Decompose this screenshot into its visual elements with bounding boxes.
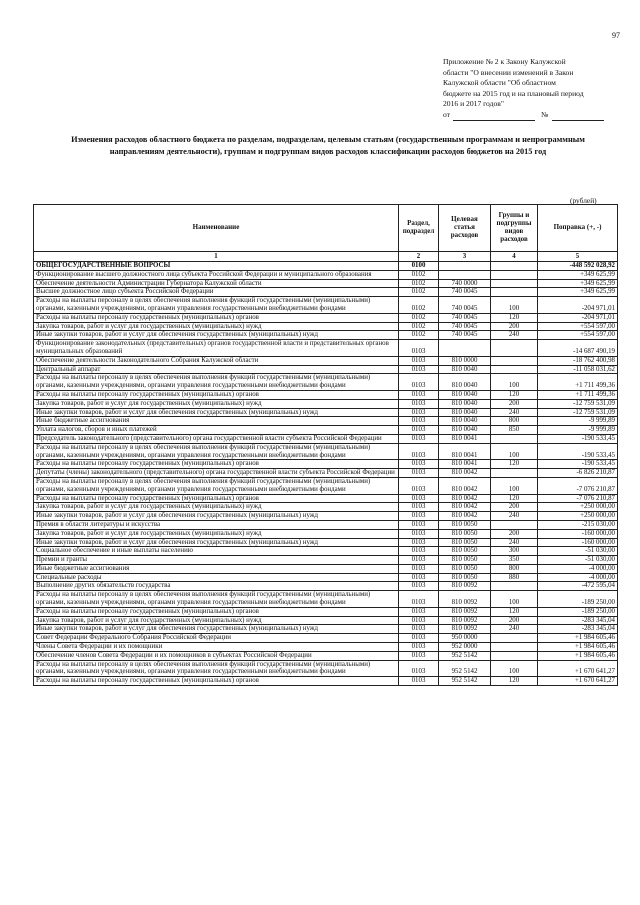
row-group	[491, 651, 538, 660]
row-group: 850	[491, 426, 538, 435]
row-amount: +1 670 641,27	[538, 660, 618, 677]
row-amount: +1 984 605,46	[538, 634, 618, 643]
row-section: 0103	[399, 503, 439, 512]
row-section: 0103	[399, 573, 439, 582]
column-number: 4	[491, 252, 538, 262]
table-row	[34, 390, 618, 399]
row-target: 952 5142	[439, 651, 491, 660]
header-target: Целевая статья расходов	[439, 205, 491, 252]
row-amount: -204 971,01	[538, 297, 618, 314]
row-section: 0102	[399, 288, 439, 297]
row-amount: -215 030,00	[538, 520, 618, 529]
row-section: 0103	[399, 356, 439, 365]
table-row	[34, 469, 618, 478]
row-section: 0103	[399, 434, 439, 443]
table-row	[34, 529, 618, 538]
row-target: 810 0040	[439, 399, 491, 408]
row-section: 0103	[399, 443, 439, 460]
table-row	[34, 677, 618, 686]
row-section: 0103	[399, 408, 439, 417]
table-row	[34, 634, 618, 643]
table-row	[34, 399, 618, 408]
row-target: 952 5142	[439, 677, 491, 686]
row-group: 120	[491, 494, 538, 503]
row-amount: -14 687 490,19	[538, 340, 618, 357]
table-row	[34, 556, 618, 565]
row-name: Иные бюджетные ассигнования	[34, 417, 399, 426]
row-amount: +250 000,00	[538, 512, 618, 521]
row-group	[491, 634, 538, 643]
row-name: Обеспечение деятельности Администрации Губернатора Калужской области	[34, 279, 399, 288]
row-section: 0103	[399, 547, 439, 556]
row-amount: +1 711 499,36	[538, 390, 618, 399]
table-row	[34, 651, 618, 660]
row-section: 0103	[399, 512, 439, 521]
appendix-date-number	[443, 110, 616, 121]
row-amount: +250 000,00	[538, 503, 618, 512]
row-group: 880	[491, 573, 538, 582]
row-group: 100	[491, 297, 538, 314]
row-section: 0103	[399, 426, 439, 435]
table-row	[34, 616, 618, 625]
row-group	[491, 365, 538, 374]
table-row	[34, 547, 618, 556]
row-target: 810 0092	[439, 625, 491, 634]
row-target: 810 0050	[439, 556, 491, 565]
row-group: 240	[491, 331, 538, 340]
row-section: 0103	[399, 477, 439, 494]
document-title: Изменения расходов областного бюджета по разделам, подразделам, целевым статьям (государственным программам и непрограммным направлениям деятельности), группам и подгруппам видов расходов классификации расходов бюджетов на 2015 год	[71, 135, 585, 156]
appendix-line: Калужской области "Об областном	[443, 78, 556, 88]
row-name: Расходы на выплаты персоналу в целях обеспечения выполнения функций государственными (муниципальными) органами, казенными учреждениями, органами управления государственными внебюджетными фондами	[34, 297, 399, 314]
row-name: Иные закупки товаров, работ и услуг для обеспечения государственных (муниципальных) нужд	[34, 408, 399, 417]
header-group: Группы и подгруппы видов расходов	[491, 205, 538, 252]
row-target: 740 0045	[439, 322, 491, 331]
row-group: 100	[491, 660, 538, 677]
date-blank	[453, 112, 535, 121]
row-name: Расходы на выплаты персоналу в целях обеспечения выполнения функций государственными (муниципальными) органами, казенными учреждениями, органами управления государственными внебюджетными фондами	[34, 443, 399, 460]
table-row	[34, 331, 618, 340]
row-target: 810 0092	[439, 616, 491, 625]
row-section: 0103	[399, 417, 439, 426]
table-row	[34, 426, 618, 435]
row-group	[491, 434, 538, 443]
table-row	[34, 262, 618, 271]
row-group: 100	[491, 591, 538, 608]
row-target: 810 0000	[439, 356, 491, 365]
row-name: Расходы на выплаты персоналу в целях обеспечения выполнения функций государственными (муниципальными) органами, казенными учреждениями, органами управления государственными внебюджетными фондами	[34, 660, 399, 677]
row-amount: +1 670 641,27	[538, 677, 618, 686]
row-section: 0103	[399, 625, 439, 634]
row-group: 240	[491, 625, 538, 634]
table-row	[34, 297, 618, 314]
row-amount: -472 595,04	[538, 582, 618, 591]
row-group: 200	[491, 616, 538, 625]
table-row	[34, 322, 618, 331]
row-section: 0102	[399, 331, 439, 340]
row-group: 800	[491, 564, 538, 573]
row-group: 240	[491, 538, 538, 547]
row-group	[491, 270, 538, 279]
row-target	[439, 340, 491, 357]
row-section: 0103	[399, 529, 439, 538]
row-group	[491, 643, 538, 652]
row-amount: -190 533,45	[538, 443, 618, 460]
row-name: Закупка товаров, работ и услуг для государственных (муниципальных) нужд	[34, 529, 399, 538]
row-target: 810 0050	[439, 529, 491, 538]
table-row	[34, 417, 618, 426]
table-row	[34, 660, 618, 677]
row-name: Иные закупки товаров, работ и услуг для обеспечения государственных (муниципальных) нужд	[34, 512, 399, 521]
row-amount: -283 345,04	[538, 616, 618, 625]
table-row	[34, 643, 618, 652]
row-target: 810 0040	[439, 417, 491, 426]
row-target: 740 0045	[439, 288, 491, 297]
table-row	[34, 434, 618, 443]
row-group: 200	[491, 322, 538, 331]
row-target: 810 0042	[439, 469, 491, 478]
row-section: 0103	[399, 374, 439, 391]
table-row	[34, 408, 618, 417]
row-amount: -12 759 531,09	[538, 399, 618, 408]
row-group: 350	[491, 556, 538, 565]
row-amount: -204 971,01	[538, 313, 618, 322]
table-row	[34, 520, 618, 529]
row-target: 810 0042	[439, 477, 491, 494]
row-name: Депутаты (члены) законодательного (представительного) органа государственной власти субъекта Российской Федерации	[34, 469, 399, 478]
row-section: 0103	[399, 556, 439, 565]
row-amount: -283 345,04	[538, 625, 618, 634]
table-row	[34, 365, 618, 374]
row-target: 810 0040	[439, 374, 491, 391]
number-blank	[552, 112, 604, 121]
row-section: 0102	[399, 279, 439, 288]
row-name: Закупка товаров, работ и услуг для государственных (муниципальных) нужд	[34, 399, 399, 408]
appendix-line: Приложение № 2 к Закону Калужской	[443, 57, 566, 66]
row-section: 0102	[399, 313, 439, 322]
row-name: Расходы на выплаты персоналу государственных (муниципальных) органов	[34, 677, 399, 686]
row-name: Расходы на выплаты персоналу государственных (муниципальных) органов	[34, 494, 399, 503]
table-row	[34, 625, 618, 634]
row-amount: -6 826 210,87	[538, 469, 618, 478]
column-number: 2	[399, 252, 439, 262]
row-section: 0103	[399, 399, 439, 408]
row-amount: -9 999,89	[538, 426, 618, 435]
page-number: 97	[612, 31, 620, 40]
row-amount: +1 711 499,36	[538, 374, 618, 391]
row-amount: +1 984 605,46	[538, 651, 618, 660]
table-row	[34, 494, 618, 503]
row-name: Специальные расходы	[34, 573, 399, 582]
row-name: ОБЩЕГОСУДАРСТВЕННЫЕ ВОПРОСЫ	[34, 262, 399, 271]
row-amount: -189 250,00	[538, 607, 618, 616]
header-section: Раздел, подраздел	[399, 205, 439, 252]
row-target	[439, 262, 491, 271]
row-group	[491, 520, 538, 529]
row-name: Совет Федерации Федерального Собрания Российской Федерации	[34, 634, 399, 643]
header-name: Наименование	[34, 205, 399, 252]
row-section: 0103	[399, 582, 439, 591]
row-target: 810 0092	[439, 582, 491, 591]
row-section: 0103	[399, 634, 439, 643]
row-group	[491, 469, 538, 478]
row-section: 0102	[399, 270, 439, 279]
row-section: 0103	[399, 494, 439, 503]
row-target: 810 0092	[439, 591, 491, 608]
row-name: Иные закупки товаров, работ и услуг для обеспечения государственных (муниципальных) нужд	[34, 625, 399, 634]
row-group: 800	[491, 417, 538, 426]
row-target: 740 0000	[439, 279, 491, 288]
row-name: Закупка товаров, работ и услуг для государственных (муниципальных) нужд	[34, 616, 399, 625]
row-group: 200	[491, 529, 538, 538]
appendix-line: бюджете на 2015 год и на плановый период	[443, 88, 584, 98]
row-group: 240	[491, 512, 538, 521]
row-name: Высшее должностное лицо субъекта Российской Федерации	[34, 288, 399, 297]
row-group: 300	[491, 547, 538, 556]
row-section: 0102	[399, 297, 439, 314]
table-row	[34, 503, 618, 512]
row-group	[491, 279, 538, 288]
row-section: 0103	[399, 538, 439, 547]
table-row	[34, 538, 618, 547]
row-target: 810 0041	[439, 443, 491, 460]
row-amount: +349 625,99	[538, 279, 618, 288]
row-group: 100	[491, 443, 538, 460]
row-group: 120	[491, 677, 538, 686]
row-name: Закупка товаров, работ и услуг для государственных (муниципальных) нужд	[34, 503, 399, 512]
table-row	[34, 443, 618, 460]
table-row	[34, 460, 618, 469]
row-amount: -160 000,00	[538, 538, 618, 547]
row-amount: -190 533,45	[538, 434, 618, 443]
row-group: 100	[491, 477, 538, 494]
row-name: Обеспечение деятельности Законодательного Собрания Калужской области	[34, 356, 399, 365]
row-section: 0103	[399, 340, 439, 357]
row-target: 950 0000	[439, 634, 491, 643]
header-amount: Поправка (+, -)	[538, 205, 618, 252]
from-label: от	[443, 109, 451, 119]
table-row	[34, 356, 618, 365]
row-target: 740 0045	[439, 331, 491, 340]
appendix-line: 2016 и 2017 годов"	[443, 99, 504, 109]
row-group: 120	[491, 390, 538, 399]
table-row	[34, 288, 618, 297]
row-section: 0103	[399, 607, 439, 616]
row-section: 0103	[399, 365, 439, 374]
row-amount: -190 533,45	[538, 460, 618, 469]
row-name: Иные бюджетные ассигнования	[34, 564, 399, 573]
row-group	[491, 356, 538, 365]
table-row	[34, 374, 618, 391]
row-name: Расходы на выплаты персоналу в целях обеспечения выполнения функций государственными (муниципальными) органами, казенными учреждениями, органами управления государственными внебюджетными фондами	[34, 591, 399, 608]
table-row	[34, 512, 618, 521]
row-amount: -12 759 531,09	[538, 408, 618, 417]
row-section: 0103	[399, 591, 439, 608]
table-row	[34, 340, 618, 357]
row-target: 810 0040	[439, 408, 491, 417]
row-amount: +554 597,00	[538, 331, 618, 340]
row-group	[491, 340, 538, 357]
row-section: 0103	[399, 390, 439, 399]
row-name: Иные закупки товаров, работ и услуг для обеспечения государственных (муниципальных) нужд	[34, 331, 399, 340]
row-amount: +1 984 605,46	[538, 643, 618, 652]
table-row	[34, 582, 618, 591]
table-row	[34, 477, 618, 494]
table-row	[34, 270, 618, 279]
table-row	[34, 591, 618, 608]
row-group: 200	[491, 503, 538, 512]
row-amount: -11 058 031,62	[538, 365, 618, 374]
row-target: 740 0045	[439, 297, 491, 314]
row-amount: -448 592 028,92	[538, 262, 618, 271]
row-group: 200	[491, 399, 538, 408]
row-target: 810 0050	[439, 547, 491, 556]
row-amount: +554 597,00	[538, 322, 618, 331]
row-target: 810 0050	[439, 564, 491, 573]
row-name: Премии и гранты	[34, 556, 399, 565]
row-amount: -189 250,00	[538, 591, 618, 608]
appendix-note	[443, 57, 616, 121]
column-number: 3	[439, 252, 491, 262]
row-name: Функционирование законодательных (представительных) органов государственной власти и представительных органов муниципальных образований	[34, 340, 399, 357]
row-target: 810 0041	[439, 460, 491, 469]
row-section: 0103	[399, 651, 439, 660]
row-target: 810 0040	[439, 426, 491, 435]
row-name: Расходы на выплаты персоналу в целях обеспечения выполнения функций государственными (муниципальными) органами, казенными учреждениями, органами управления государственными внебюджетными фондами	[34, 477, 399, 494]
row-section: 0103	[399, 616, 439, 625]
row-section: 0103	[399, 660, 439, 677]
row-amount: -51 030,00	[538, 556, 618, 565]
row-name: Функционирование высшего должностного лица субъекта Российской Федерации и муниципального образования	[34, 270, 399, 279]
row-section: 0103	[399, 677, 439, 686]
table-body	[34, 262, 618, 686]
table-row	[34, 573, 618, 582]
row-target: 810 0092	[439, 607, 491, 616]
row-target: 810 0050	[439, 573, 491, 582]
column-number: 5	[538, 252, 618, 262]
row-section: 0103	[399, 469, 439, 478]
row-target: 740 0045	[439, 313, 491, 322]
row-name: Расходы на выплаты персоналу государственных (муниципальных) органов	[34, 390, 399, 399]
row-group	[491, 288, 538, 297]
row-section: 0103	[399, 460, 439, 469]
row-target: 810 0042	[439, 503, 491, 512]
row-amount: -9 999,89	[538, 417, 618, 426]
row-amount: -4 000,00	[538, 564, 618, 573]
table-header-row	[34, 205, 618, 252]
column-number-row	[34, 252, 618, 262]
column-number: 1	[34, 252, 399, 262]
row-target: 810 0041	[439, 434, 491, 443]
row-amount: -160 000,00	[538, 529, 618, 538]
row-amount: -7 076 210,87	[538, 494, 618, 503]
row-section: 0102	[399, 322, 439, 331]
number-label: №	[541, 109, 549, 119]
row-name: Расходы на выплаты персоналу в целях обеспечения выполнения функций государственными (муниципальными) органами, казенными учреждениями, органами управления государственными внебюджетными фондами	[34, 374, 399, 391]
row-name: Члены Совета Федерации и их помощники	[34, 643, 399, 652]
budget-table	[33, 204, 618, 686]
row-target: 810 0042	[439, 512, 491, 521]
row-name: Закупка товаров, работ и услуг для государственных (муниципальных) нужд	[34, 322, 399, 331]
row-name: Расходы на выплаты персоналу государственных (муниципальных) органов	[34, 460, 399, 469]
row-target: 952 0000	[439, 643, 491, 652]
row-amount: -51 030,00	[538, 547, 618, 556]
row-group: 120	[491, 313, 538, 322]
row-group: 120	[491, 607, 538, 616]
row-name: Уплата налогов, сборов и иных платежей	[34, 426, 399, 435]
row-name: Иные закупки товаров, работ и услуг для обеспечения государственных (муниципальных) нужд	[34, 538, 399, 547]
table-row	[34, 279, 618, 288]
row-target: 810 0050	[439, 538, 491, 547]
row-target: 810 0040	[439, 365, 491, 374]
appendix-line: области "О внесении изменений в Закон	[443, 67, 574, 77]
row-group: 100	[491, 374, 538, 391]
row-group	[491, 582, 538, 591]
row-name: Премия в области литературы и искусства	[34, 520, 399, 529]
row-target: 810 0042	[439, 494, 491, 503]
row-name: Расходы на выплаты персоналу государственных (муниципальных) органов	[34, 607, 399, 616]
row-name: Обеспечение членов Совета Федерации и их помощников в субъектах Российской Федерации	[34, 651, 399, 660]
row-target: 810 0040	[439, 390, 491, 399]
row-section: 0103	[399, 520, 439, 529]
row-group	[491, 262, 538, 271]
unit-label: (рублей)	[570, 196, 597, 205]
row-name: Расходы на выплаты персоналу государственных (муниципальных) органов	[34, 313, 399, 322]
row-section: 0103	[399, 564, 439, 573]
row-name: Социальное обеспечение и иные выплаты населению	[34, 547, 399, 556]
row-amount: -7 076 210,87	[538, 477, 618, 494]
row-group: 240	[491, 408, 538, 417]
row-amount: +349 625,99	[538, 270, 618, 279]
row-target: 952 5142	[439, 660, 491, 677]
table-row	[34, 564, 618, 573]
table-row	[34, 607, 618, 616]
row-section: 0100	[399, 262, 439, 271]
table-row	[34, 313, 618, 322]
row-amount: -4 000,00	[538, 573, 618, 582]
row-group: 120	[491, 460, 538, 469]
row-target: 810 0050	[439, 520, 491, 529]
row-amount: +349 625,99	[538, 288, 618, 297]
row-section: 0103	[399, 643, 439, 652]
row-amount: -18 762 400,98	[538, 356, 618, 365]
row-name: Центральный аппарат	[34, 365, 399, 374]
row-name: Председатель законодательного (представительного) органа государственной власти субъекта Российской Федерации	[34, 434, 399, 443]
row-target	[439, 270, 491, 279]
row-name: Выполнение других обязательств государства	[34, 582, 399, 591]
